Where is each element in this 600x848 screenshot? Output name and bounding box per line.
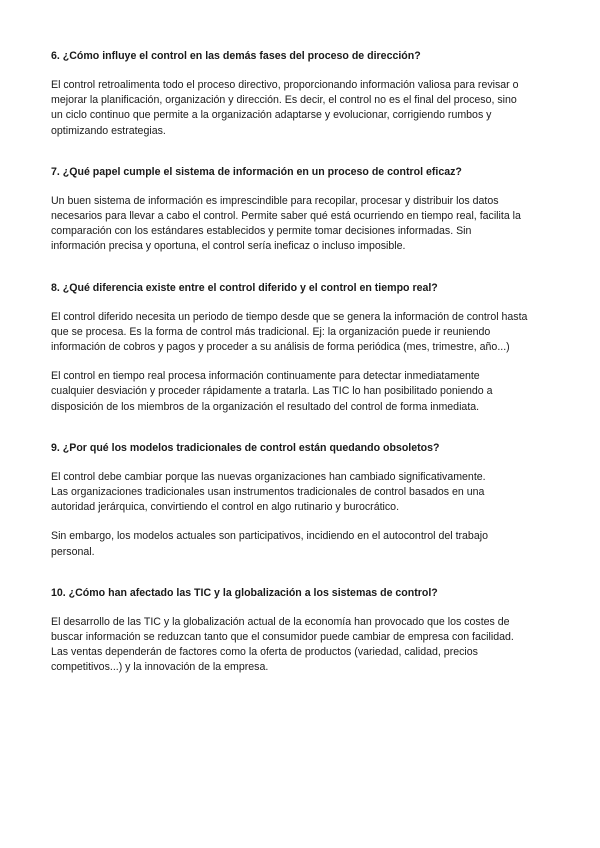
text-line: personal. [51, 545, 95, 558]
text-line: información de cobros y pagos y proceder a su análisis de forma periódica (mes, trimestre, año...) [51, 341, 510, 354]
text-line: Las organizaciones tradicionales usan instrumentos tradicionales de control basados en una [51, 486, 485, 499]
text-line: mejorar la planificación, organización y dirección. Es decir, el control no es el final del proceso, sino [51, 94, 517, 107]
text-line: Un buen sistema de información es imprescindible para recopilar, procesar y distribuir los datos [51, 194, 499, 207]
section-q7 [51, 165, 551, 255]
text-line: un ciclo continuo que permite a la organización adaptarse y evolucionar, corrigiendo rumbos y [51, 109, 492, 122]
text-line: que se procesa. Es la forma de control más tradicional. Ej: la organización puede ir reuniendo [51, 325, 491, 338]
text-line: El control retroalimenta todo el proceso directivo, proporcionando información valiosa para revisar o [51, 79, 519, 91]
text-line: El desarrollo de las TIC y la globalización actual de la economía han provocado que los costes de [51, 615, 510, 628]
question-heading: 10. ¿Cómo han afectado las TIC y la globalización a los sistemas de control? [51, 586, 438, 599]
answer-paragraph [51, 470, 551, 516]
question-heading: 8. ¿Qué diferencia existe entre el control diferido y el control en tiempo real? [51, 281, 438, 294]
text-line: disposición de los miembros de la organización el resultado del control de forma inmediata. [51, 400, 480, 413]
answer-paragraph [51, 529, 551, 559]
section-q10 [51, 586, 551, 676]
question-heading: 7. ¿Qué papel cumple el sistema de información en un proceso de control eficaz? [51, 165, 462, 178]
text-line: comparación con los estándares establecidos y permite tomar decisiones informadas. Sin [51, 225, 472, 238]
question-heading: 9. ¿Por qué los modelos tradicionales de control están quedando obsoletos? [51, 441, 440, 454]
answer-paragraph [51, 615, 551, 676]
text-line: autoridad jerárquica, convirtiendo el control en algo rutinario y burocrático. [51, 501, 400, 514]
text-line: Sin embargo, los modelos actuales son participativos, incidiendo en el autocontrol del trabajo [51, 530, 488, 543]
answer-paragraph [51, 194, 551, 255]
text-line: El control debe cambiar porque las nuevas organizaciones han cambiado significativamente. [51, 470, 486, 483]
text-line: necesarios para llevar a cabo el control. Permite saber qué está ocurriendo en tiempo real, facilita la [51, 210, 521, 223]
text-line: cualquier desviación y proceder rápidamente a tratarla. Las TIC lo han posibilitado poniendo a [51, 385, 493, 398]
text-line: Las ventas dependerán de factores como la oferta de productos (variedad, calidad, precios [51, 646, 478, 659]
question-heading: 6. ¿Cómo influye el control en las demás fases del proceso de dirección? [51, 50, 421, 62]
answer-paragraph [51, 369, 551, 415]
text-line: El control en tiempo real procesa información continuamente para detectar inmediatamente [51, 370, 480, 383]
text-line: buscar información se reduzcan tanto que el consumidor puede cambiar de empresa con facilidad. [51, 631, 514, 644]
answer-paragraph [51, 78, 551, 139]
section-q6 [51, 49, 551, 139]
text-line: El control diferido necesita un periodo de tiempo desde que se genera la información de control hasta [51, 310, 528, 323]
section-q8 [51, 281, 551, 415]
text-line: información precisa y oportuna, el control sería ineficaz o incluso imposible. [51, 240, 406, 253]
document-page [51, 49, 551, 702]
text-line: optimizando estrategias. [51, 124, 166, 137]
section-q9 [51, 441, 551, 560]
text-line: competitivos...) y la innovación de la empresa. [51, 661, 269, 674]
answer-paragraph [51, 310, 551, 356]
